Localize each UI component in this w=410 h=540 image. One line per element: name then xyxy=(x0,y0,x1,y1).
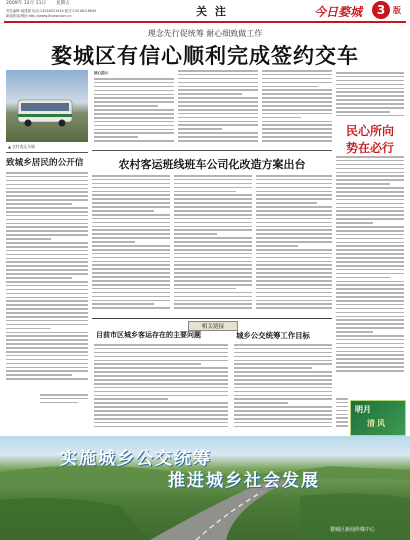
related-right-body xyxy=(234,344,332,430)
column-tag xyxy=(350,400,406,436)
page-unit: 版 xyxy=(393,6,401,15)
issue-weekday: 星期五 xyxy=(56,1,70,6)
right-body xyxy=(336,156,404,390)
lead-byline: 核心提示 xyxy=(94,71,109,75)
middle-body-col2 xyxy=(174,175,252,315)
letter-signature xyxy=(40,394,88,410)
page-number: 3 xyxy=(376,3,386,17)
lead-body-col2 xyxy=(178,70,258,146)
lead-body-col3 xyxy=(262,70,332,146)
lead-body-col1 xyxy=(94,78,174,144)
related-left-title: 目前市区城乡客运存在的主要问题 xyxy=(96,331,201,339)
masthead-rule xyxy=(4,21,406,23)
masthead xyxy=(0,0,410,22)
email-line: 新闻热线/网址:http://www.lhsww.com.cn xyxy=(6,14,72,18)
column-tag-left-lines xyxy=(336,398,348,432)
editor-line: 责任编辑:郝建斌 电话:13516021934 版式:13516016644 xyxy=(6,9,97,13)
column-tag-sub: 清风 xyxy=(367,419,387,428)
issue-date: 2009年 12月 11日 xyxy=(6,1,47,6)
middle-top-rule xyxy=(92,150,332,151)
banner-line1: 实施城乡公交统筹 xyxy=(60,449,212,469)
banner-caption: 婺城区新闻传媒中心 xyxy=(330,527,376,533)
lead-photo xyxy=(6,70,88,142)
middle-body-col3 xyxy=(256,175,332,315)
middle-body-col1 xyxy=(92,175,170,315)
related-left-body xyxy=(94,344,228,430)
comment-headline-1: 民心所向 xyxy=(345,124,394,138)
related-label: 相关链接 xyxy=(188,321,238,331)
comment-headline-2: 势在必行 xyxy=(345,141,394,155)
lead-headline: 婺城区有信心顺利完成签约交车 xyxy=(51,44,359,68)
middle-headline: 农村客运班线班车公司化改造方案出台 xyxy=(118,158,306,171)
brand-logo: 今日婺城 xyxy=(314,5,363,19)
related-right-title: 城乡公交统筹工作目标 xyxy=(236,331,310,340)
banner-line2: 推进城乡社会发展 xyxy=(168,471,320,491)
lead-kicker: 理念先行促统筹 耐心细致做工作 xyxy=(147,29,263,38)
bus-illustration xyxy=(6,70,88,142)
column-tag-label: 明月 xyxy=(355,405,371,414)
letter-body xyxy=(6,172,88,390)
comment-lead-lines xyxy=(336,72,404,120)
photo-caption: ▲ 农村客运车辆 xyxy=(8,144,35,149)
section-title: 关 注 xyxy=(196,5,228,18)
letter-top-rule xyxy=(6,152,88,153)
banner-photo xyxy=(0,436,410,540)
page-number-badge xyxy=(372,1,390,19)
letter-headline: 致城乡居民的公开信 xyxy=(6,158,84,168)
